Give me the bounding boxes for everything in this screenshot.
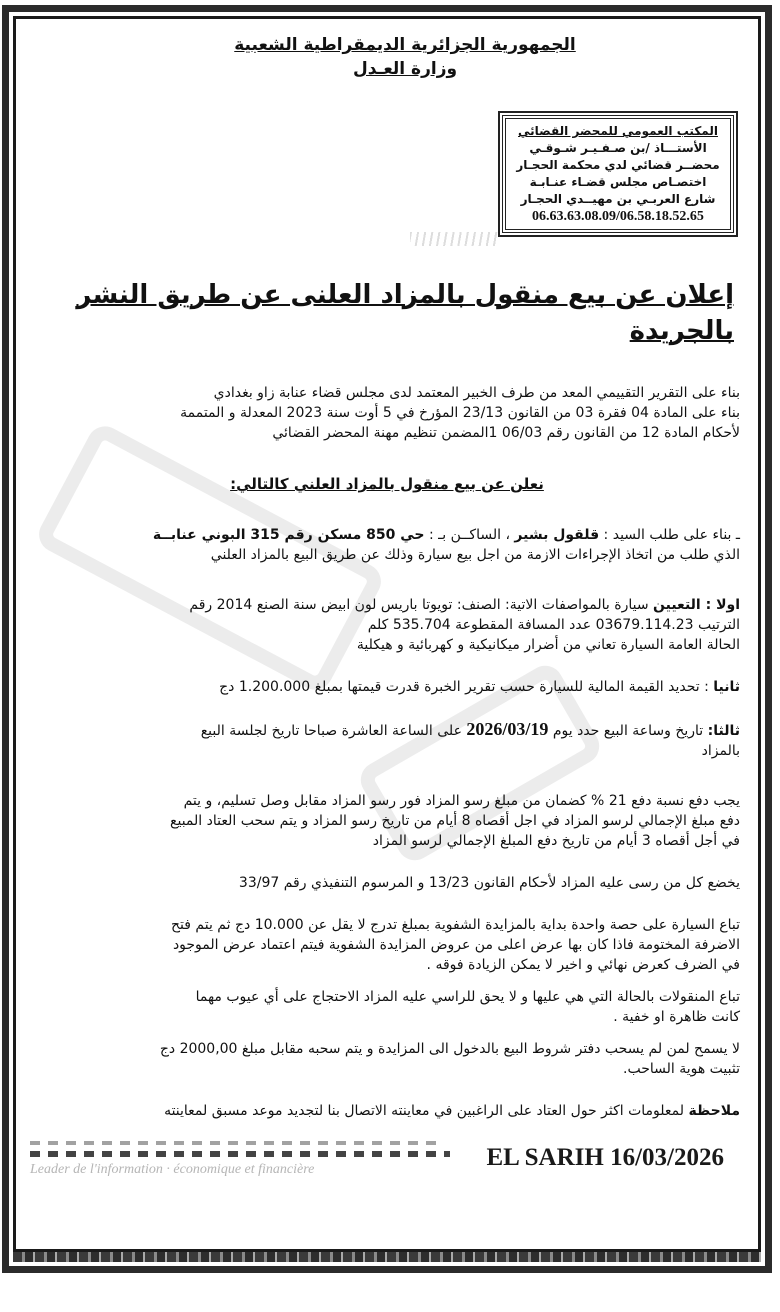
document-header xyxy=(210,33,600,81)
first-section xyxy=(34,595,740,655)
requester-name: قلقول بشير xyxy=(514,527,600,543)
bidding-line: الاضرفة المختومة فاذا كان بها عرض اعلى من عروض المزايدة الشفوية فيتم اعتماد عرض الموجود xyxy=(172,937,740,953)
first-line3: الحالة العامة السيارة تعاني من أضرار ميكانيكية و كهربائية و هيكلية xyxy=(356,637,740,653)
third-before: تاريخ وساعة البيع حدد يوم xyxy=(548,723,708,739)
footer-row xyxy=(30,1137,744,1177)
requester-line2: الذي طلب من اتخاذ الإجراءات الازمة من اجل بيع سيارة وذلك عن طريق البيع بالمزاد العلني xyxy=(210,547,740,563)
second-label: ثانيا xyxy=(713,679,740,695)
condition-paragraph xyxy=(34,987,740,1027)
stamp-line: الأستـــاذ /بن صـفـيـر شـوقـي xyxy=(529,141,707,155)
decorative-dashes xyxy=(30,1151,450,1157)
third-label: ثالثا: xyxy=(707,723,740,739)
stamp-line: المكتب العمومي للمحضر القضائي xyxy=(518,124,718,138)
specs-paragraph xyxy=(34,1039,740,1079)
sale-date: 2026/03/19 xyxy=(466,719,549,739)
requester-prefix: ـ بناء على طلب السيد : xyxy=(599,527,740,543)
intro-line: بناء على المادة 04 فقرة 03 من القانون 23/13 المؤرخ في 5 أوت سنة 2023 المعدلة و المتممة xyxy=(180,405,740,421)
bailiff-stamp xyxy=(502,115,734,233)
first-line1: سيارة بالمواصفات الاتية: الصنف: تويوتا باريس لون ابيض سنة الصنع 2014 رقم xyxy=(189,597,654,613)
second-text: : تحديد القيمة المالية للسيارة حسب تقرير الخبرة قدرت قيمتها بمبلغ 1.200.000 دج xyxy=(219,679,714,695)
payment-line: يجب دفع نسبة دفع 21 % كضمان من مبلغ رسو المزاد فور رسو المزاد مقابل وصل تسليم، و يتم xyxy=(183,793,740,809)
republic-heading: الجمهورية الجزائرية الديمقراطية الشعبية xyxy=(234,35,576,55)
page-inner-border xyxy=(13,16,761,1252)
bidding-line: في الضرف كعرض نهائي و اخير لا يمكن الزيادة فوقه . xyxy=(426,957,740,973)
bottom-border-band xyxy=(13,1252,761,1262)
bidding-paragraph xyxy=(34,915,740,975)
ministry-heading: وزارة العـدل xyxy=(352,59,458,79)
watermark-text-block: Leader de l'information · économique et financière xyxy=(30,1162,315,1177)
first-label: اولا : التعيين xyxy=(653,597,740,613)
signature-mark xyxy=(410,232,500,246)
newspaper-footer: EL SARIH 16/03/2026 xyxy=(486,1144,724,1171)
intro-line: لأحكام المادة 12 من القانون رقم 06/03 1المضمن تنظيم مهنة المحضر القضائي xyxy=(272,425,740,441)
stamp-line: محضــر قضائي لدي محكمة الحجـار xyxy=(516,158,720,172)
condition-line: تباع المنقولات بالحالة التي هي عليها و لا يحق للراسي عليه المزاد الاحتجاج على أي عيوب مهما xyxy=(195,989,740,1005)
third-after: على الساعة العاشرة صباحا تاريخ لجلسة البيع xyxy=(200,723,467,739)
law-paragraph: يخضع كل من رسى عليه المزاد لأحكام القانون 13/23 و المرسوم التنفيذي رقم 33/97 xyxy=(238,875,740,891)
stamp-line: اختصـاص مجلس قضـاء عنـابـة xyxy=(529,175,707,189)
announcement-title: إعلان عن بيع منقول بالمزاد العلنى عن طريق النشر بالجريدة xyxy=(76,280,734,346)
third-line2: بالمزاد xyxy=(701,743,740,759)
payment-paragraph xyxy=(34,791,740,851)
third-section xyxy=(34,719,740,761)
watermark-text: économique et financière xyxy=(173,1162,315,1177)
second-section xyxy=(34,677,740,697)
note-text: لمعلومات اكثر حول العتاد على الراغبين في معاينته الاتصال بنا لتجديد موعد مسبق لمعاينته xyxy=(164,1103,689,1119)
intro-line: بناء على التقرير التقييمي المعد من طرف الخبير المعتمد لدى مجلس قضاء عنابة زاو بغدادي xyxy=(213,385,740,401)
subheading: نعلن عن بيع منقول بالمزاد العلني كالتالي: xyxy=(230,475,544,493)
specs-line: لا يسمح لمن لم يسحب دفتر شروط البيع بالدخول الى المزايدة و يتم سحبه مقابل مبلغ 2000,00 دج xyxy=(159,1041,740,1057)
bidding-line: تباع السيارة على حصة واحدة بداية بالمزايدة الشفوية بمبلغ تدرج لا يقل عن 10.000 دج ثم يتم فتح xyxy=(171,917,740,933)
specs-line: تثبيت هوية الساحب. xyxy=(623,1061,740,1077)
stamp-phones: 06.63.63.08.09/06.58.18.52.65 xyxy=(532,209,704,224)
note-label: ملاحظة xyxy=(688,1103,740,1119)
document-top xyxy=(30,27,744,277)
intro-paragraph xyxy=(34,383,740,443)
payment-line: دفع مبلغ الإجمالي لرسو المزاد في اجل أقصاه 8 أيام من تاريخ رسو المزاد و يتم سحب العتاد المبيع xyxy=(170,813,740,829)
decorative-dashes xyxy=(30,1141,440,1145)
page-outer-border xyxy=(2,5,772,1273)
requester-city: عنابــة xyxy=(152,527,202,543)
requester-paragraph xyxy=(34,525,740,565)
payment-line: في أجل أقصاه 3 أيام من تاريخ دفع المبلغ الإجمالي لرسو المزاد xyxy=(372,833,740,849)
stamp-line: شارع العربـي بن مهيــدي الحجـار xyxy=(520,192,716,206)
requester-address: حي 850 مسكن رقم 315 البوني xyxy=(201,527,425,543)
first-line2: الترتيب 03679.114.23 عدد المسافة المقطوعة 535.704 كلم xyxy=(367,617,740,633)
requester-middle: ، الساكــن بـ : xyxy=(424,527,515,543)
watermark-text: Leader de l'information xyxy=(30,1162,163,1177)
note-paragraph xyxy=(34,1101,740,1121)
condition-line: كانت ظاهرة او خفية . xyxy=(613,1009,740,1025)
